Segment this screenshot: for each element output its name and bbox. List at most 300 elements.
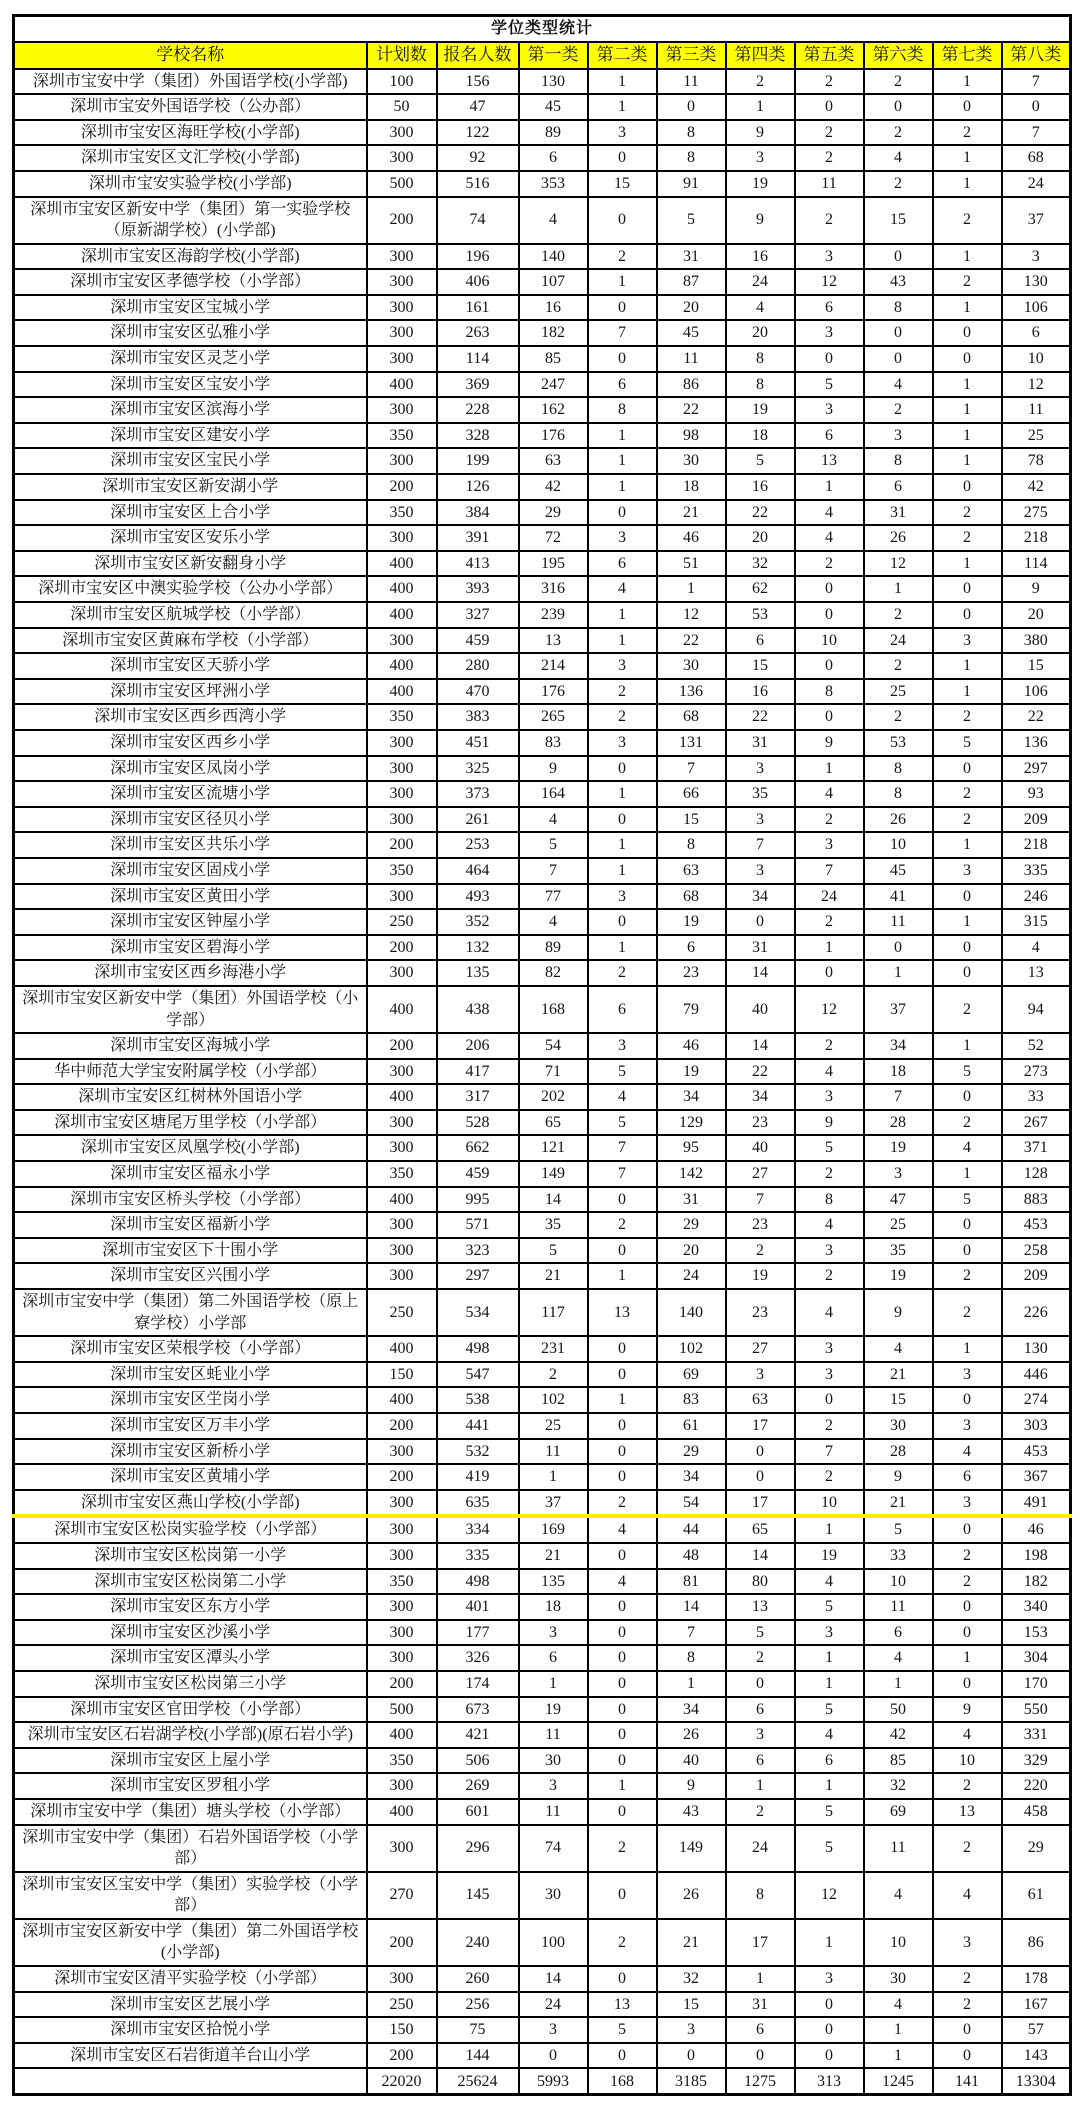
value-cell: 2 (795, 551, 864, 577)
value-cell: 4 (933, 1722, 1002, 1748)
value-cell: 1 (588, 448, 657, 474)
value-cell: 11 (519, 1799, 588, 1825)
value-cell: 0 (933, 94, 1002, 120)
value-cell: 498 (437, 1569, 519, 1595)
value-cell: 0 (864, 320, 933, 346)
value-cell: 100 (367, 69, 437, 95)
value-cell: 400 (367, 679, 437, 705)
value-cell: 8 (726, 1872, 795, 1919)
value-cell: 3 (588, 120, 657, 146)
value-cell: 18 (726, 423, 795, 449)
value-cell: 2 (933, 1966, 1002, 1992)
degree-type-stats-table (12, 14, 1072, 2096)
value-cell: 493 (437, 884, 519, 910)
value-cell: 200 (367, 1033, 437, 1059)
value-cell: 300 (367, 1059, 437, 1085)
value-cell: 200 (367, 935, 437, 961)
value-cell: 21 (519, 1543, 588, 1569)
table-row (14, 1212, 1071, 1238)
school-name-cell: 深圳市宝安区宝安小学 (14, 372, 367, 398)
value-cell: 2 (795, 909, 864, 935)
value-cell: 0 (588, 1671, 657, 1697)
column-header: 报名人数 (437, 42, 519, 69)
value-cell: 199 (437, 448, 519, 474)
value-cell: 48 (657, 1543, 726, 1569)
school-name-cell: 深圳市宝安区坣岗小学 (14, 1387, 367, 1413)
value-cell: 0 (588, 807, 657, 833)
value-cell: 8 (657, 120, 726, 146)
value-cell: 19 (864, 1135, 933, 1161)
value-cell: 19 (864, 1263, 933, 1289)
value-cell: 3 (588, 1033, 657, 1059)
value-cell: 24 (657, 1263, 726, 1289)
value-cell: 0 (588, 1966, 657, 1992)
value-cell: 9 (795, 1110, 864, 1136)
school-name-cell: 深圳市宝安区红树林外国语小学 (14, 1084, 367, 1110)
value-cell: 300 (367, 1238, 437, 1264)
totals-value-cell: 1275 (726, 2068, 795, 2095)
value-cell: 11 (519, 1439, 588, 1465)
school-name-cell: 深圳市宝安区清平实验学校（小学部） (14, 1966, 367, 1992)
value-cell: 28 (864, 1439, 933, 1465)
value-cell: 4 (519, 909, 588, 935)
value-cell: 29 (657, 1212, 726, 1238)
school-name-cell: 深圳市宝安区石岩街道羊台山小学 (14, 2043, 367, 2069)
value-cell: 106 (1002, 679, 1071, 705)
value-cell: 20 (1002, 602, 1071, 628)
value-cell: 1 (726, 94, 795, 120)
value-cell: 2 (795, 1033, 864, 1059)
value-cell: 178 (1002, 1966, 1071, 1992)
school-name-cell: 深圳市宝安区安乐小学 (14, 525, 367, 551)
school-name-cell: 深圳市宝安区沙溪小学 (14, 1620, 367, 1646)
value-cell: 258 (1002, 1238, 1071, 1264)
value-cell: 12 (864, 551, 933, 577)
value-cell: 29 (519, 500, 588, 526)
value-cell: 270 (367, 1872, 437, 1919)
school-name-cell: 深圳市宝安中学（集团）外国语学校(小学部) (14, 69, 367, 95)
value-cell: 107 (519, 269, 588, 295)
value-cell: 550 (1002, 1697, 1071, 1723)
value-cell: 0 (933, 2017, 1002, 2043)
value-cell: 340 (1002, 1594, 1071, 1620)
value-cell: 571 (437, 1212, 519, 1238)
value-cell: 61 (657, 1413, 726, 1439)
value-cell: 453 (1002, 1212, 1071, 1238)
table-row (14, 1033, 1071, 1059)
value-cell: 1 (588, 1773, 657, 1799)
value-cell: 506 (437, 1748, 519, 1774)
value-cell: 300 (367, 295, 437, 321)
value-cell: 0 (864, 244, 933, 270)
value-cell: 177 (437, 1620, 519, 1646)
table-row (14, 1516, 1071, 1543)
school-name-cell: 深圳市宝安区固戍小学 (14, 858, 367, 884)
value-cell: 15 (1002, 653, 1071, 679)
value-cell: 8 (864, 295, 933, 321)
value-cell: 200 (367, 2043, 437, 2069)
value-cell: 3 (933, 1413, 1002, 1439)
value-cell: 300 (367, 1594, 437, 1620)
value-cell: 350 (367, 1161, 437, 1187)
value-cell: 6 (726, 1748, 795, 1774)
value-cell: 300 (367, 244, 437, 270)
table-row (14, 1966, 1071, 1992)
value-cell: 673 (437, 1697, 519, 1723)
value-cell: 446 (1002, 1362, 1071, 1388)
value-cell: 12 (657, 602, 726, 628)
table-row (14, 1919, 1071, 1966)
value-cell: 3 (795, 1620, 864, 1646)
value-cell: 5 (795, 1594, 864, 1620)
value-cell: 143 (1002, 2043, 1071, 2069)
value-cell: 300 (367, 1645, 437, 1671)
value-cell: 12 (1002, 372, 1071, 398)
value-cell: 253 (437, 832, 519, 858)
value-cell: 3 (726, 145, 795, 171)
value-cell: 300 (367, 960, 437, 986)
value-cell: 534 (437, 1289, 519, 1336)
table-row (14, 320, 1071, 346)
school-name-cell: 深圳市宝安区松岗第一小学 (14, 1543, 367, 1569)
value-cell: 8 (864, 756, 933, 782)
table-row (14, 1135, 1071, 1161)
value-cell: 57 (1002, 2017, 1071, 2043)
value-cell: 3 (726, 756, 795, 782)
value-cell: 300 (367, 269, 437, 295)
value-cell: 331 (1002, 1722, 1071, 1748)
value-cell: 400 (367, 1084, 437, 1110)
value-cell: 164 (519, 781, 588, 807)
table-row (14, 1620, 1071, 1646)
value-cell: 317 (437, 1084, 519, 1110)
value-cell: 25 (1002, 423, 1071, 449)
value-cell: 2 (726, 69, 795, 95)
school-name-cell: 深圳市宝安区东方小学 (14, 1594, 367, 1620)
value-cell: 40 (726, 1135, 795, 1161)
value-cell: 2 (795, 69, 864, 95)
value-cell: 21 (657, 1919, 726, 1966)
value-cell: 3 (588, 730, 657, 756)
table-row (14, 120, 1071, 146)
value-cell: 8 (657, 1645, 726, 1671)
value-cell: 300 (367, 781, 437, 807)
table-body (14, 69, 1071, 2095)
table-row (14, 730, 1071, 756)
value-cell: 400 (367, 372, 437, 398)
value-cell: 4 (933, 1135, 1002, 1161)
value-cell: 121 (519, 1135, 588, 1161)
value-cell: 246 (1002, 884, 1071, 910)
value-cell: 4 (726, 295, 795, 321)
value-cell: 0 (795, 653, 864, 679)
value-cell: 136 (657, 679, 726, 705)
value-cell: 0 (933, 1671, 1002, 1697)
value-cell: 400 (367, 602, 437, 628)
value-cell: 34 (726, 1084, 795, 1110)
school-name-cell: 深圳市宝安区钟屋小学 (14, 909, 367, 935)
value-cell: 5 (657, 197, 726, 244)
value-cell: 9 (795, 730, 864, 756)
table-row (14, 1110, 1071, 1136)
value-cell: 71 (519, 1059, 588, 1085)
value-cell: 1 (588, 1387, 657, 1413)
value-cell: 3 (726, 807, 795, 833)
table-row (14, 423, 1071, 449)
value-cell: 0 (588, 1464, 657, 1490)
value-cell: 1 (864, 1671, 933, 1697)
value-cell: 19 (726, 397, 795, 423)
value-cell: 142 (657, 1161, 726, 1187)
value-cell: 516 (437, 171, 519, 197)
value-cell: 9 (519, 756, 588, 782)
value-cell: 325 (437, 756, 519, 782)
value-cell: 4 (795, 781, 864, 807)
column-header: 第六类 (864, 42, 933, 69)
value-cell: 8 (657, 145, 726, 171)
value-cell: 1 (588, 832, 657, 858)
value-cell: 0 (795, 960, 864, 986)
value-cell: 1 (933, 1161, 1002, 1187)
value-cell: 7 (1002, 120, 1071, 146)
value-cell: 7 (519, 858, 588, 884)
value-cell: 2 (864, 69, 933, 95)
value-cell: 419 (437, 1464, 519, 1490)
value-cell: 13 (933, 1799, 1002, 1825)
value-cell: 4 (864, 145, 933, 171)
value-cell: 32 (657, 1966, 726, 1992)
value-cell: 114 (1002, 551, 1071, 577)
value-cell: 46 (657, 1033, 726, 1059)
value-cell: 14 (726, 1033, 795, 1059)
value-cell: 7 (657, 1620, 726, 1646)
value-cell: 0 (726, 909, 795, 935)
value-cell: 40 (726, 986, 795, 1033)
value-cell: 218 (1002, 832, 1071, 858)
value-cell: 1 (588, 69, 657, 95)
value-cell: 6 (795, 423, 864, 449)
value-cell: 5 (795, 372, 864, 398)
value-cell: 300 (367, 1135, 437, 1161)
table-row (14, 1187, 1071, 1213)
value-cell: 1 (795, 1671, 864, 1697)
value-cell: 29 (657, 1439, 726, 1465)
value-cell: 2 (588, 1490, 657, 1517)
school-name-cell: 深圳市宝安区海韵学校(小学部) (14, 244, 367, 270)
value-cell: 6 (795, 1748, 864, 1774)
value-cell: 34 (657, 1084, 726, 1110)
value-cell: 4 (588, 1516, 657, 1543)
school-name-cell: 深圳市宝安中学（集团）塘头学校（小学部） (14, 1799, 367, 1825)
value-cell: 383 (437, 704, 519, 730)
table-row (14, 1238, 1071, 1264)
value-cell: 3 (519, 2017, 588, 2043)
value-cell: 334 (437, 1516, 519, 1543)
value-cell: 92 (437, 145, 519, 171)
value-cell: 10 (1002, 346, 1071, 372)
value-cell: 0 (795, 346, 864, 372)
value-cell: 31 (726, 730, 795, 756)
value-cell: 52 (1002, 1033, 1071, 1059)
value-cell: 3 (864, 1161, 933, 1187)
value-cell: 153 (1002, 1620, 1071, 1646)
value-cell: 1 (519, 1464, 588, 1490)
value-cell: 13 (795, 448, 864, 474)
value-cell: 6 (1002, 320, 1071, 346)
value-cell: 2 (726, 1645, 795, 1671)
value-cell: 380 (1002, 628, 1071, 654)
value-cell: 68 (1002, 145, 1071, 171)
value-cell: 300 (367, 1620, 437, 1646)
value-cell: 6 (519, 145, 588, 171)
value-cell: 9 (726, 120, 795, 146)
value-cell: 400 (367, 986, 437, 1033)
value-cell: 27 (726, 1336, 795, 1362)
value-cell: 170 (1002, 1671, 1071, 1697)
value-cell: 6 (933, 1464, 1002, 1490)
school-name-cell: 深圳市宝安区黄田小学 (14, 884, 367, 910)
value-cell: 5 (588, 2017, 657, 2043)
value-cell: 6 (726, 1697, 795, 1723)
table-row (14, 653, 1071, 679)
school-name-cell: 深圳市宝安区凤岗小学 (14, 756, 367, 782)
school-name-cell: 深圳市宝安区西乡小学 (14, 730, 367, 756)
table-row (14, 2017, 1071, 2043)
value-cell: 69 (657, 1362, 726, 1388)
value-cell: 0 (588, 1872, 657, 1919)
table-row (14, 1671, 1071, 1697)
value-cell: 0 (933, 474, 1002, 500)
value-cell: 46 (1002, 1516, 1071, 1543)
table-row (14, 704, 1071, 730)
table-row (14, 1569, 1071, 1595)
school-name-cell: 深圳市宝安区新桥小学 (14, 1439, 367, 1465)
table-row (14, 602, 1071, 628)
value-cell: 1 (588, 935, 657, 961)
value-cell: 98 (657, 423, 726, 449)
value-cell: 2 (933, 525, 1002, 551)
table-row (14, 1748, 1071, 1774)
value-cell: 5 (795, 1697, 864, 1723)
value-cell: 220 (1002, 1773, 1071, 1799)
value-cell: 1 (588, 269, 657, 295)
value-cell: 23 (726, 1212, 795, 1238)
table-row (14, 679, 1071, 705)
value-cell: 1 (933, 171, 1002, 197)
value-cell: 0 (933, 935, 1002, 961)
value-cell: 3 (933, 1490, 1002, 1517)
school-name-cell: 深圳市宝安区兴围小学 (14, 1263, 367, 1289)
value-cell: 200 (367, 1671, 437, 1697)
table-row (14, 372, 1071, 398)
value-cell: 9 (864, 1289, 933, 1336)
value-cell: 1 (933, 551, 1002, 577)
value-cell: 1 (795, 1516, 864, 1543)
value-cell: 0 (795, 1387, 864, 1413)
value-cell: 214 (519, 653, 588, 679)
value-cell: 74 (437, 197, 519, 244)
table-row (14, 807, 1071, 833)
value-cell: 32 (864, 1773, 933, 1799)
school-name-cell: 深圳市宝安区中澳实验学校（公办小学部） (14, 576, 367, 602)
value-cell: 2 (864, 397, 933, 423)
school-name-cell: 深圳市宝安区西乡海港小学 (14, 960, 367, 986)
value-cell: 662 (437, 1135, 519, 1161)
table-row (14, 269, 1071, 295)
value-cell: 54 (657, 1490, 726, 1517)
table-row (14, 576, 1071, 602)
value-cell: 85 (864, 1748, 933, 1774)
value-cell: 8 (588, 397, 657, 423)
value-cell: 3 (795, 320, 864, 346)
value-cell: 0 (726, 1439, 795, 1465)
value-cell: 41 (864, 884, 933, 910)
value-cell: 1 (933, 448, 1002, 474)
value-cell: 2 (588, 244, 657, 270)
value-cell: 14 (657, 1594, 726, 1620)
value-cell: 206 (437, 1033, 519, 1059)
value-cell: 1 (795, 1773, 864, 1799)
value-cell: 0 (588, 1187, 657, 1213)
value-cell: 4 (519, 197, 588, 244)
value-cell: 0 (588, 1362, 657, 1388)
value-cell: 2 (795, 197, 864, 244)
value-cell: 406 (437, 269, 519, 295)
value-cell: 300 (367, 1263, 437, 1289)
value-cell: 24 (1002, 171, 1071, 197)
value-cell: 4 (864, 1872, 933, 1919)
value-cell: 2 (795, 1161, 864, 1187)
value-cell: 1 (933, 653, 1002, 679)
value-cell: 72 (519, 525, 588, 551)
value-cell: 7 (726, 1187, 795, 1213)
value-cell: 3 (795, 1238, 864, 1264)
value-cell: 400 (367, 653, 437, 679)
school-name-cell: 深圳市宝安区凤凰学校(小学部) (14, 1135, 367, 1161)
value-cell: 8 (726, 372, 795, 398)
value-cell: 114 (437, 346, 519, 372)
value-cell: 11 (864, 1594, 933, 1620)
table-row (14, 551, 1071, 577)
school-name-cell: 深圳市宝安区石岩湖学校(小学部)(原石岩小学) (14, 1722, 367, 1748)
value-cell: 300 (367, 397, 437, 423)
value-cell: 45 (864, 858, 933, 884)
school-name-cell: 深圳市宝安区黄麻布学校（小学部） (14, 628, 367, 654)
value-cell: 31 (726, 1992, 795, 2018)
value-cell: 0 (933, 756, 1002, 782)
value-cell: 1 (933, 1645, 1002, 1671)
value-cell: 316 (519, 576, 588, 602)
value-cell: 2 (933, 1263, 1002, 1289)
value-cell: 3 (795, 244, 864, 270)
value-cell: 198 (1002, 1543, 1071, 1569)
value-cell: 81 (657, 1569, 726, 1595)
value-cell: 2 (864, 171, 933, 197)
value-cell: 200 (367, 1919, 437, 1966)
value-cell: 353 (519, 171, 588, 197)
value-cell: 4 (933, 1872, 1002, 1919)
value-cell: 102 (657, 1336, 726, 1362)
table-row (14, 474, 1071, 500)
table-row (14, 448, 1071, 474)
value-cell: 31 (864, 500, 933, 526)
value-cell: 30 (657, 448, 726, 474)
table-row (14, 346, 1071, 372)
value-cell: 0 (588, 197, 657, 244)
value-cell: 0 (795, 704, 864, 730)
value-cell: 350 (367, 500, 437, 526)
value-cell: 538 (437, 1387, 519, 1413)
